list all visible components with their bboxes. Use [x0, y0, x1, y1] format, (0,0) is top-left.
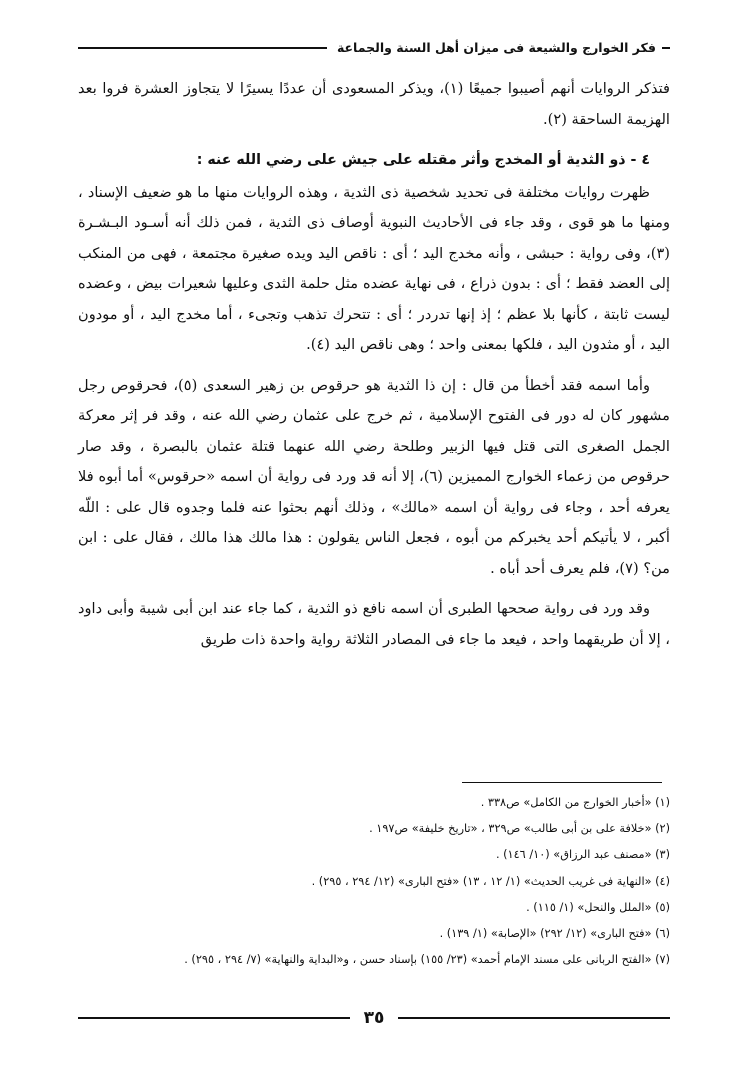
header-title: فكر الخوارج والشيعة فى ميزان أهل السنة والجماعة — [336, 39, 656, 55]
footnote-2: (٢) «خلافة على بن أبى طالب» ص٣٢٩ ، «تاريخ خليفة» ص١٩٧ . — [369, 822, 670, 836]
page-number: ٣٥ — [363, 1008, 385, 1028]
paragraph-2: ظهرت روايات مختلفة فى تحديد شخصية ذى الثدية ، وهذه الروايات منها ما هو ضعيف الإسناد ، ومنها ما هو قوى ، وقد جاء فى الأحاديث النبوية أوصاف ذى الثدية ، فمن ذلك أنه أسـود البـشـرة (٣)، وفى رواية : حبشى ، وأنه مخدج اليد ؛ أى : ناقص اليد ويده صغيرة مجتمعة ، فهى من المنكب إلى العضد فقط ؛ أى : بدون ذراع ، فى نهاية عضده مثل حلمة الثدى وعليها شعيرات بيض ، وعضده ليست ثابتة ، كأنها بلا عظم ؛ إذ إنها تدردر ؛ أى : تتحرك تذهب وتجىء ، أما مخدج اليد ، أو مودون اليد ، أو مثدون اليد ، فلكها بمعنى واحد ؛ وهى ناقص اليد (٤). — [78, 183, 670, 353]
footer-rule-right — [398, 1017, 670, 1019]
paragraph-1: فتذكر الروايات أنهم أصيبوا جميعًا (١)، ويذكر المسعودى أن عددًا يسيرًا لا يتجاوز العشرة فروا بعد الهزيمة الساحقة (٢). — [78, 80, 670, 128]
header-rule-right — [662, 47, 670, 49]
footnote-7: (٧) «الفتح الربانى على مسند الإمام أحمد» (٢٣/ ١٥٥) بإسناد حسن ، و«البداية والنهاية» (٧/ ٢٩٤ ، ٢٩٥) . — [184, 953, 670, 967]
footnotes — [78, 790, 670, 973]
header-rule — [78, 47, 327, 49]
page-footer — [78, 1006, 670, 1030]
running-header — [78, 34, 670, 60]
footnote-1: (١) «أخبار الخوارج من الكامل» ص٣٣٨ . — [480, 796, 670, 809]
paragraph-4: وقد ورد فى رواية صححها الطبرى أن اسمه نافع ذو الثدية ، كما جاء عند ابن أبى شيبة وأبى داود ، إلا أن طريقهما واحد ، فيعد ما جاء فى المصادر الثلاثة رواية واحدة ذات طريق — [78, 600, 670, 648]
section-heading: ٤ - ذو الثدية أو المخدج وأثر مقتله على جيش على رضي الله عنه : — [196, 152, 650, 168]
footnote-6: (٦) «فتح البارى» (١٢/ ٢٩٢) «الإصابة» (١/ ١٣٩) . — [439, 927, 670, 941]
footnote-separator — [462, 782, 662, 783]
footnote-3: (٣) «مصنف عبد الرزاق» (١٠/ ١٤٦) . — [495, 848, 670, 862]
footer-rule-left — [78, 1017, 350, 1019]
body-text — [78, 74, 670, 655]
footnote-5: (٥) «الملل والنحل» (١/ ١١٥) . — [526, 900, 670, 914]
paragraph-3: وأما اسمه فقد أخطأ من قال : إن ذا الثدية هو حرقوص بن زهير السعدى (٥)، فحرقوص رجل مشهور كان له دور فى الفتوح الإسلامية ، ثم خرج على عثمان رضي الله عنه ، وقد فر إثر معركة الجمل الصغرى التى قتل فيها الزبير وطلحة رضي الله عنهما قتلة عثمان بالبصرة ، وقد صار حرقوص من زعماء الخوارج المميزين (٦)، إلا أنه قد ورد فى رواية أن اسمه «حرقوس» أما أبوه فلا يعرفه أحد ، وجاء فى رواية أن اسمه «مالك» ، وذلك أنهم بحثوا عنه فلما وجدوه قال على : اللّه أكبر ، لا يأتيكم أحد يخبركم من أبوه ، فجعل الناس يقولون : هذا مالك هذا مالك ، فقال على : ابن من؟ (٧)، فلم يعرف أحد أباه . — [78, 376, 670, 577]
footnote-4: (٤) «النهاية فى غريب الحديث» (١/ ١٢ ، ١٣) «فتح البارى» (١٢/ ٢٩٤ ، ٢٩٥) . — [311, 874, 670, 888]
